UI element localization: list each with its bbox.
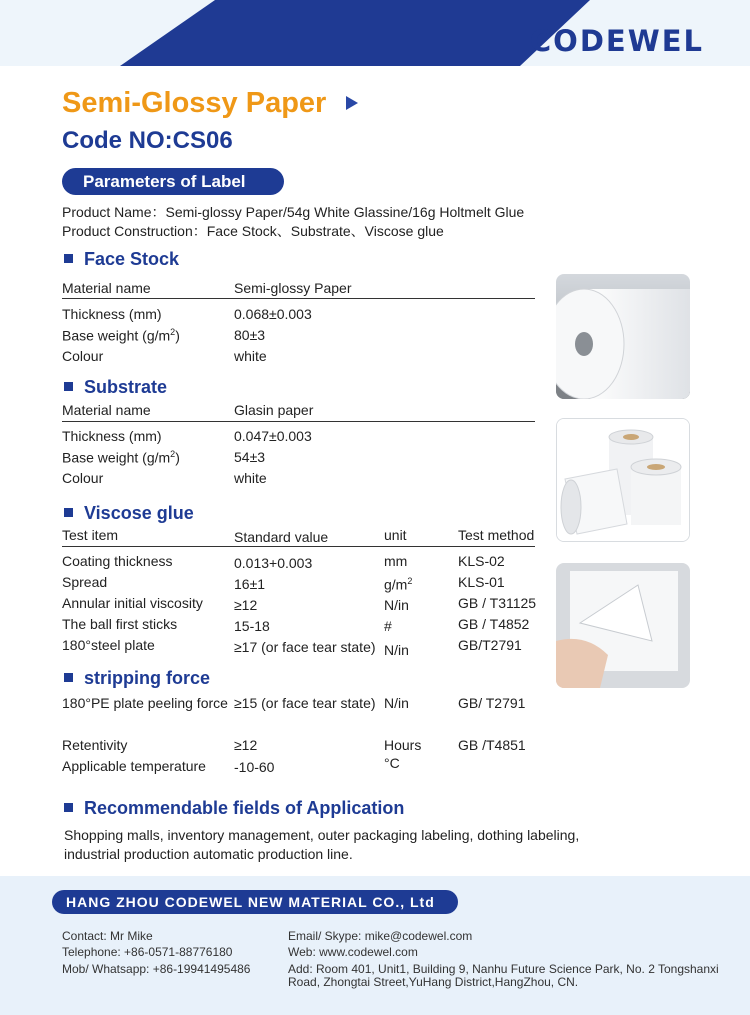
table-cell: mm <box>384 553 408 569</box>
table-cell: 180°PE plate peeling force <box>62 695 228 711</box>
table-cell: ≥12 <box>234 737 258 753</box>
table-cell: N/in <box>384 695 409 711</box>
table-cell: ≥12 <box>234 597 258 613</box>
table-cell: GB / T31125 <box>458 595 537 611</box>
table-cell: 15-18 <box>234 618 270 634</box>
table-cell: Thickness (mm) <box>62 306 162 322</box>
table-cell: Hours <box>384 737 422 753</box>
codewel-logo: CODEWEL <box>529 24 704 58</box>
table-cell: GB/ T2791 <box>458 695 526 711</box>
table-cell: GB /T4851 <box>458 737 526 753</box>
face-stock-heading: Face Stock <box>64 249 179 270</box>
label-rolls-photo <box>556 418 690 542</box>
table-cell: # <box>384 618 392 634</box>
table-header-cell: Material name <box>62 402 151 418</box>
square-bullet-icon <box>64 508 73 517</box>
table-cell: ≥17 (or face tear state) <box>234 639 376 655</box>
table-cell: 80±3 <box>234 327 266 343</box>
table-cell: Spread <box>62 574 108 590</box>
table-header-cell: Test method <box>458 527 535 543</box>
table-cell: Colour <box>62 348 104 364</box>
table-cell: 16±1 <box>234 576 266 592</box>
table-cell: KLS-01 <box>458 574 505 590</box>
play-arrow-icon <box>346 96 358 110</box>
contact-name: Contact: Mr Mike <box>62 929 153 943</box>
product-code: Code NO:CS06 <box>62 127 233 154</box>
table-cell: white <box>234 470 267 486</box>
table-cell: -10-60 <box>234 759 275 775</box>
contact-web: Web: www.codewel.com <box>288 945 418 959</box>
table-cell: Coating thickness <box>62 553 173 569</box>
viscose-glue-heading: Viscose glue <box>64 503 194 524</box>
table-divider <box>62 298 535 299</box>
table-header-cell: Glasin paper <box>234 402 314 418</box>
table-divider <box>62 546 535 547</box>
application-text-line: Shopping malls, inventory management, outer packaging labeling, dothing labeling, <box>64 827 580 843</box>
page-title: Semi-Glossy Paper <box>62 87 327 119</box>
company-name-pill: HANG ZHOU CODEWEL NEW MATERIAL CO., Ltd <box>52 890 458 914</box>
application-text-line: industrial production automatic production line. <box>64 846 353 862</box>
table-cell: 180°steel plate <box>62 637 155 653</box>
parameters-pill: Parameters of Label <box>62 168 284 195</box>
stripping-force-heading: stripping force <box>64 668 210 689</box>
peeling-label-photo <box>556 563 690 688</box>
contact-mobile: Mob/ Whatsapp: +86-19941495486 <box>62 962 251 976</box>
table-cell: 0.068±0.003 <box>234 306 312 322</box>
paper-roll-photo <box>556 274 690 399</box>
table-cell: Colour <box>62 470 104 486</box>
table-cell: $g/m^2$ <box>384 576 413 593</box>
substrate-heading: Substrate <box>64 377 167 398</box>
table-header-cell: Test item <box>62 527 119 543</box>
table-cell: white <box>234 348 267 364</box>
table-cell: Thickness (mm) <box>62 428 162 444</box>
square-bullet-icon <box>64 673 73 682</box>
contact-address: Road, Zhongtai Street,YuHang District,HangZhou, CN. <box>288 975 579 989</box>
table-cell: The ball first sticks <box>62 616 178 632</box>
square-bullet-icon <box>64 254 73 263</box>
table-header-cell: unit <box>384 527 407 543</box>
product-name: Product Name：Semi-glossy Paper/54g White Glassine/16g Holtmelt Glue <box>62 204 525 220</box>
table-cell: GB/T2791 <box>458 637 522 653</box>
table-cell: Annular initial viscosity <box>62 595 203 611</box>
table-header-cell: Material name <box>62 280 151 296</box>
table-cell: KLS-02 <box>458 553 505 569</box>
table-cell: Retentivity <box>62 737 128 753</box>
table-cell: °C <box>384 755 400 771</box>
table-header-cell: Standard value <box>234 529 329 545</box>
square-bullet-icon <box>64 803 73 812</box>
square-bullet-icon <box>64 382 73 391</box>
contact-address: Add: Room 401, Unit1, Building 9, Nanhu Future Science Park, No. 2 Tongshanxi <box>288 962 719 976</box>
table-header-cell: Semi-glossy Paper <box>234 280 352 296</box>
table-cell: Base weight $(g/m^2)$ <box>62 327 180 344</box>
table-cell: Base weight $(g/m^2)$ <box>62 449 180 466</box>
table-cell: 54±3 <box>234 449 266 465</box>
contact-telephone: Telephone: +86-0571-88776180 <box>62 945 233 959</box>
application-heading: Recommendable fields of Application <box>64 798 404 819</box>
table-cell: Applicable temperature <box>62 758 206 774</box>
contact-email: Email/ Skype: mike@codewel.com <box>288 929 473 943</box>
table-cell: ≥15 (or face tear state) <box>234 695 376 711</box>
table-cell: 0.047±0.003 <box>234 428 312 444</box>
table-divider <box>62 421 535 422</box>
table-cell: 0.013+0.003 <box>234 555 313 571</box>
table-cell: N/in <box>384 642 409 658</box>
table-cell: GB / T4852 <box>458 616 530 632</box>
table-cell: N/in <box>384 597 409 613</box>
product-construction: Product Construction：Face Stock、Substrate、Viscose glue <box>62 223 444 239</box>
